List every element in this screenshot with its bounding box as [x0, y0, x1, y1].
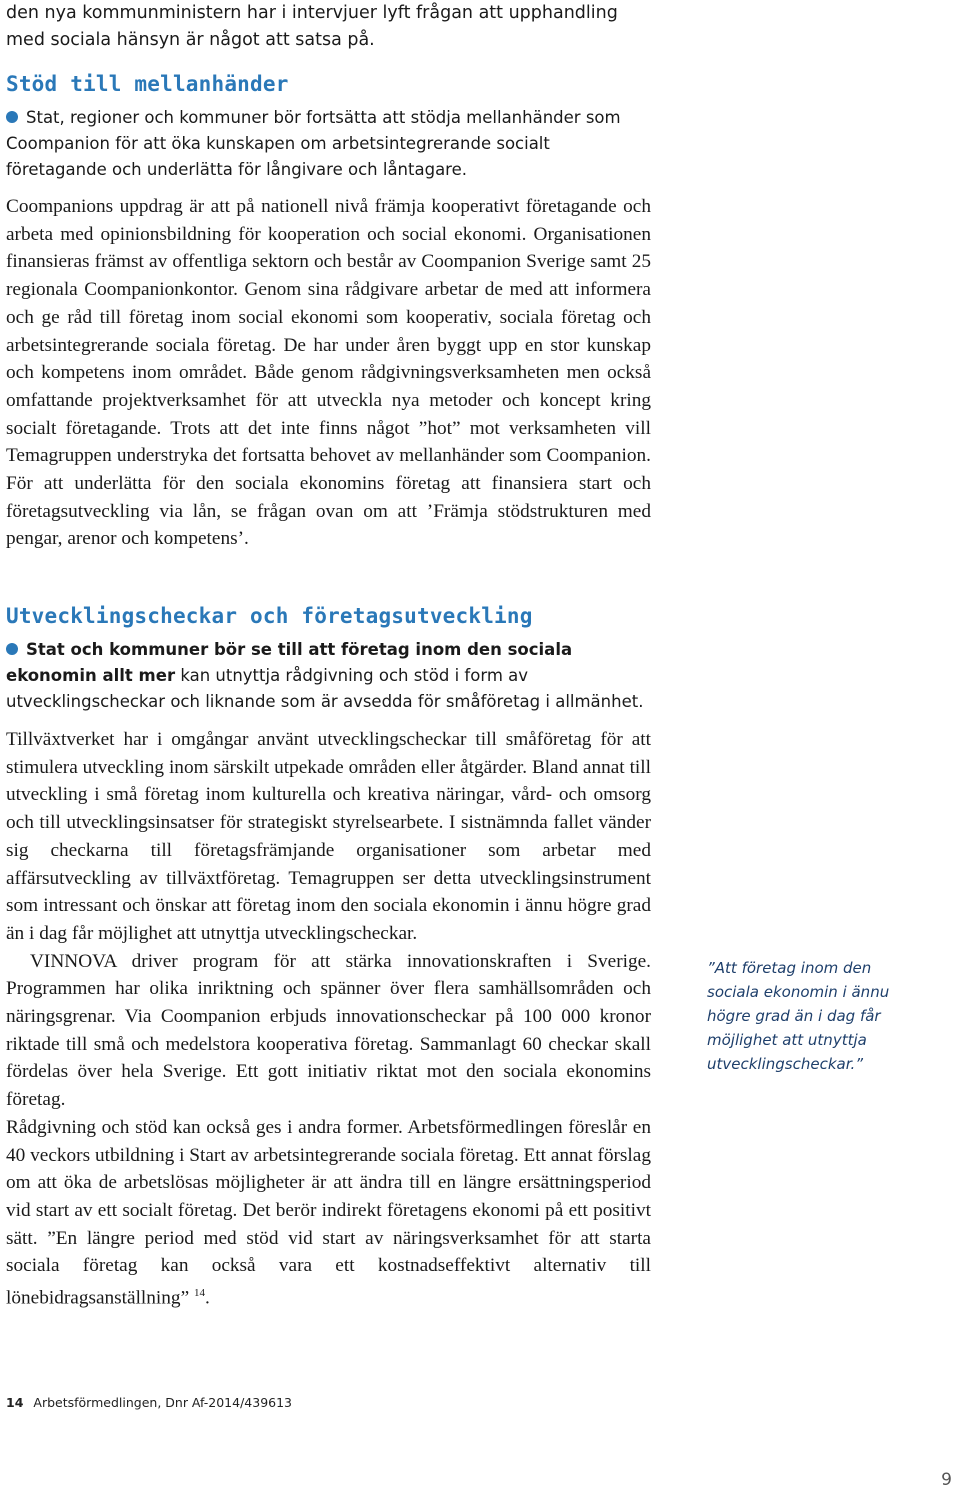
- footnote-text: Arbetsförmedlingen, Dnr Af-2014/439613: [33, 1395, 292, 1410]
- bullet-stod: [6, 105, 651, 183]
- page-number: 9: [941, 1470, 952, 1490]
- section-heading-utvecklingscheckar: Utvecklingscheckar och företagsutveckling: [6, 604, 533, 628]
- footnote: [6, 1395, 292, 1410]
- sentence-end: .: [204, 1287, 210, 1309]
- body-paragraph-3: [6, 1114, 651, 1312]
- body-paragraph-2: VINNOVA driver program för att stärka innovationskraften i Sverige. Programmen har olika inriktning och spänner över flera samhällsområden och näringsgrenar. Via Coompanion erbjuds innovationscheckar på 100 000 kronor riktade till små och medelstora kooperativa företag. Sammanlagt 60 checkar skall fördelas över hela Sverige. Ett gott initiativ riktat mot den sociala ekonomins företag.: [6, 950, 651, 1111]
- bullet-text: kan utnyttja rådgivning och stöd i form av utvecklingscheckar och liknande som är avsedda för småföretag i allmänhet.: [6, 666, 644, 711]
- body-paragraph: Coompanions uppdrag är att på nationell nivå främja kooperativt företagande och arbeta med opinionsbildning för kooperation och social ekonomi. Organisationen finansieras främst av offentliga sektorn och består av Coompanion Sverige samt 25 regionala Coompanionkontor. Genom sina rådgivare arbetar de med att informera och ge råd till företag inom social ekonomi som kooperativ, sociala företag och arbetsintegrerande sociala företag. De har under åren byggt upp en stor kunskap och kompetens inom området. Både genom rådgivningsverksamheten men också omfattande projektverksamhet för att utveckla nya metoder och koncept kring socialt företagande. Trots att det inte finns något ”hot” mot verksamheten vill Temagruppen understryka det fortsatta behovet av mellanhänder som Coompanion. För att underlätta för den sociala ekonomins företag att finansiera start och företagsutveckling via lån, se frågan ovan om att ’Främja stödstrukturen med pengar, arenor och kompetens’.: [6, 196, 651, 550]
- section2-body: [6, 726, 651, 1312]
- bullet-text: Stat, regioner och kommuner bör fortsätta att stödja mellanhänder som Coompanion för att öka kunskapen om arbetsintegrerande socialt företagande och underlätta för långivare och låntagare.: [6, 108, 621, 179]
- section-heading-stod: Stöd till mellanhänder: [6, 72, 289, 96]
- section1-body: [6, 193, 651, 553]
- body-paragraph-3-text: Rådgivning och stöd kan också ges i andra former. Arbetsförmedlingen föreslår en 40 veckors utbildning i Start av arbetsintegrerande sociala företag. Ett annat förslag om att öka de arbetslösas möjligheter är att ändra till en längre ersättningsperiod vid start av ett socialt företag. Det berör indirekt företagens ekonomi på ett positivt sätt. ”En längre period med stöd vid start av näringsverksamhet för att starta sociala företag kan också vara ett kostnadseffektivt alternativ till lönebidragsanställning”: [6, 1116, 651, 1309]
- bullet-dot-icon: [6, 111, 18, 123]
- body-paragraph-1: Tillväxtverket har i omgångar använt utvecklingscheckar till småföretag för att stimulera utveckling inom särskilt utpekade områden eller åtgärder. Bland annat till utveckling i små företag inom kulturella och kreativa näringar, vård- och omsorg och till utvecklingsinsatser för strategiskt styrelsearbete. I sistnämnda fallet vänder sig checkarna till företagsfrämjande organisationer som arbetar med affärsutveckling av tillväxtföretag. Temagruppen ser detta utvecklingsinstrument som intressant och önskar att företag inom den sociala ekonomin i ännu högre grad än i dag får möjlighet att utnyttja utvecklingscheckar.: [6, 729, 651, 944]
- footnote-reference: 14: [193, 1287, 205, 1300]
- bullet-utvecklingscheckar: [6, 637, 651, 715]
- bullet-dot-icon: [6, 643, 18, 655]
- pull-quote: ”Att företag inom den sociala ekonomin i ännu högre grad än i dag får möjlighet att utnyttja utvecklingscheckar.”: [707, 959, 890, 1073]
- intro-paragraph: den nya kommunministern har i intervjuer lyft frågan att upphandling med sociala hänsyn är något att satsa på.: [6, 3, 618, 50]
- bullet-bold-text: Stat och kommuner bör se till att företag inom den sociala ekonomin allt mer: [6, 640, 573, 685]
- footnote-number: 14: [6, 1395, 24, 1410]
